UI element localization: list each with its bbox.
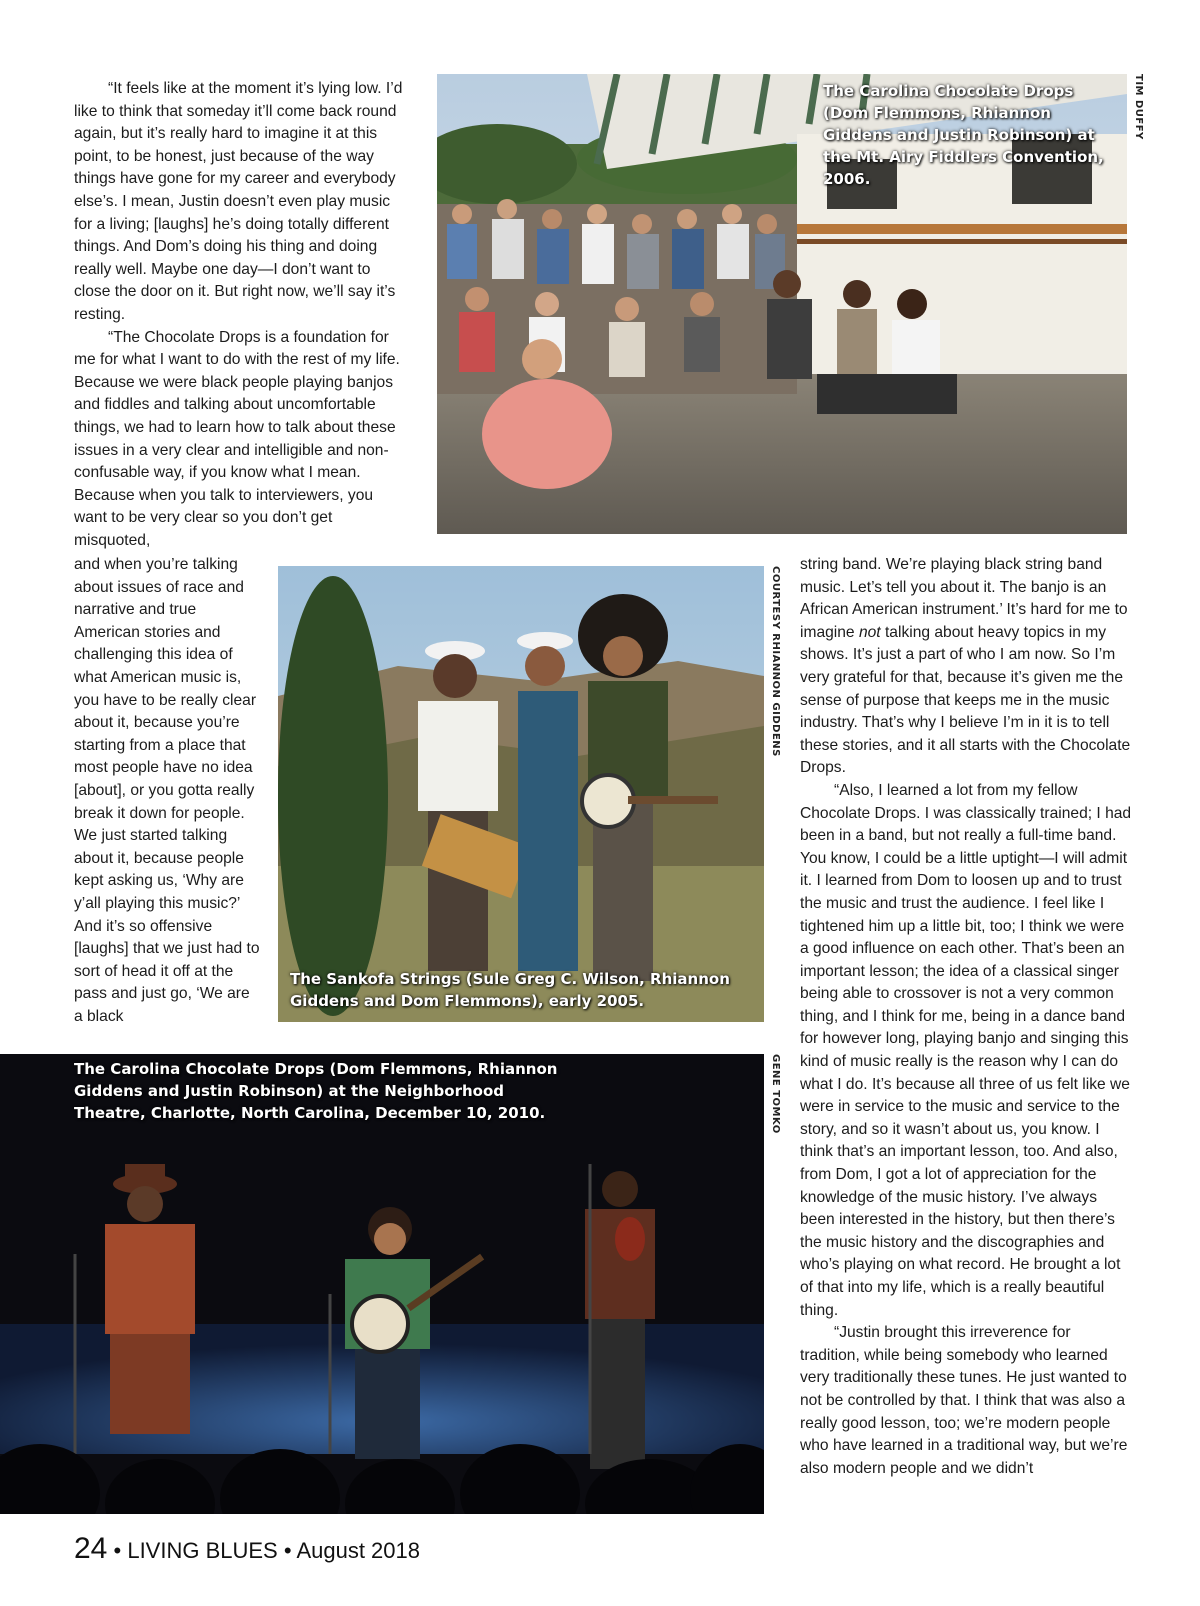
photo-mt-airy-convention [437, 74, 1127, 534]
photo-caption: The Carolina Chocolate Drops (Dom Flemmons, Rhiannon Giddens and Justin Robinson) at the Mt. Airy Fiddlers Convention, 2006. [823, 82, 1104, 188]
page-folio [74, 1532, 420, 1566]
photo-caption: The Carolina Chocolate Drops (Dom Flemmons, Rhiannon Giddens and Justin Robinson) at the Neighborhood Theatre, Charlotte, North Carolina, December 10, 2010. [74, 1060, 558, 1122]
photo-sankofa-image [278, 566, 764, 1022]
page-number: 24 [74, 1532, 108, 1565]
folio-separator: • [113, 1538, 128, 1563]
photo-caption: The Sankofa Strings (Sule Greg C. Wilson, Rhiannon Giddens and Dom Flemmons), early 2005. [290, 970, 730, 1010]
photo-credit: COURTESY RHIANNON GIDDENS [770, 566, 781, 757]
left-column-text [74, 78, 406, 552]
paragraph: “The Chocolate Drops is a foundation for me for what I want to do with the rest of my life. Because we were black people playing banjos and fiddles and talking about uncomfortable things, we had to learn how to talk about these issues in a very clear and intelligible and non-confusable way, if you know what I mean. Because when you talk to interviewers, you want to be very clear so you don’t get misquoted, [74, 328, 400, 549]
left-narrow-column-text [74, 554, 262, 1028]
emphasis: not [858, 623, 881, 641]
paragraph: “Also, I learned a lot from my fellow Chocolate Drops. I was classically trained; I had been in a band, but not really a full-time band. You know, I could be a little uptight—I will admit it. I learned from Dom to loosen up and to trust the music and trust the audience. I feel like I tightened him up a little bit, too; I think we were a good influence on each other. That’s been an important lesson; the idea of a classical singer being able to crossover is not a very common thing, and I think for me, being in a dance band for however long, playing banjo and singing this kind of music really is the reason why I can do what I do. It’s because all three of us felt like we were in service to the music and service to the story, and so it wasn’t about us, you know. I think that’s an important lesson, too. And also, from Dom, I got a lot of appreciation for the knowledge of the music history. I’ve always been interested in the history, but then there’s the music history and the discographies and who’s playing on what record. He brought a lot of that into my life, which is a really beautiful thing. [800, 781, 1132, 1319]
photo-sankofa-strings [278, 566, 764, 1022]
photo-credit: GENE TOMKO [770, 1054, 781, 1134]
paragraph: string band. We’re playing black string band music. Let’s tell you about it. The banjo is an African American instrument.’ It’s hard for me to imagine not talking about heavy topics in my shows. It’s just a part of who I am now. So I’m very grateful for that, because it’s given me the sense of purpose that keeps me in the music industry. That’s why I believe I’m in it is to tell these stories, and it all starts with the Chocolate Drops. [800, 556, 1131, 777]
paragraph: “It feels like at the moment it’s lying low. I’d like to think that someday it’ll come back round again, but it’s really hard to imagine it at this point, to be honest, just because of the way things have gone for my career and everybody else’s. I mean, Justin doesn’t even play music for a living; [laughs] he’s doing totally different things. And Dom’s doing his thing and doing really well. Maybe one day—I don’t want to close the door on it. But right now, we’ll say it’s resting. [74, 80, 403, 323]
photo-credit: TIM DUFFY [1133, 74, 1144, 140]
right-column-text [800, 554, 1132, 1480]
folio-separator: • [283, 1538, 297, 1563]
paragraph: and when you’re talking about issues of race and narrative and true American stories and challenging this idea of what American music is, you have to be really clear about it, because you’re starting from a place that most people have no idea [about], or you gotta really break it down for people. We just started talking about it, because people kept asking us, ‘Why are y’all playing this music?’ And it’s so offensive [laughs] that we just had to sort of head it off at the pass and just go, ‘We are a black [74, 556, 260, 1025]
issue-date: August 2018 [296, 1538, 420, 1563]
paragraph: “Justin brought this irreverence for tradition, while being somebody who learned very traditionally these tunes. He just wanted to not be controlled by that. I think that was also a really good lesson, too; we’re modern people who have learned in a traditional way, but we’re also modern people and we didn’t [800, 1324, 1128, 1477]
photo-neighborhood-theatre [0, 1054, 764, 1514]
magazine-name: LIVING BLUES [127, 1538, 278, 1563]
